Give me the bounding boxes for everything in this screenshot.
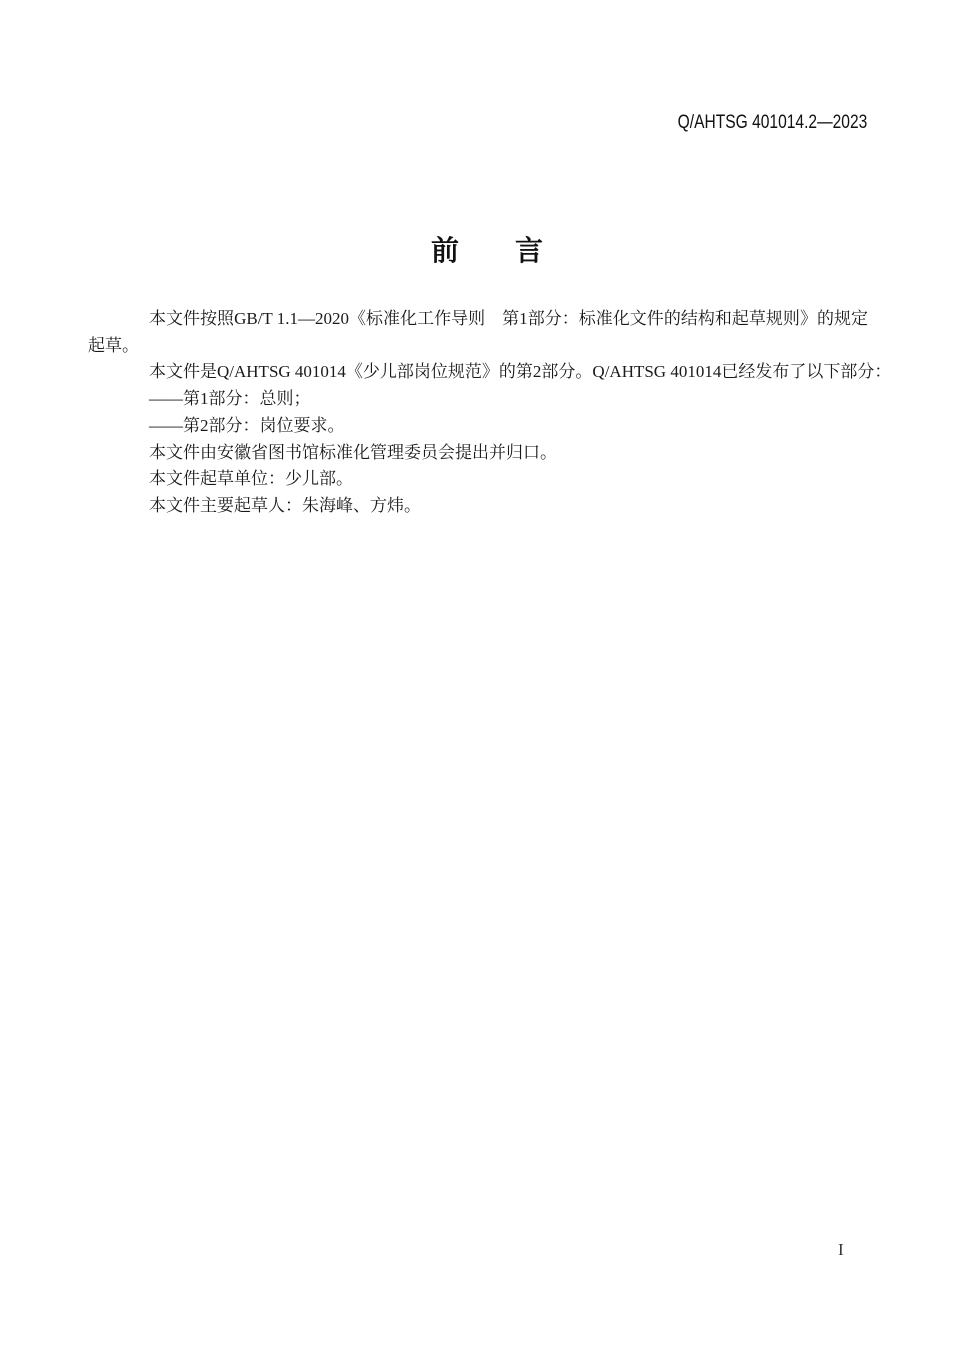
foreword-paragraph-drafting-unit: 本文件起草单位：少儿部。	[149, 469, 353, 489]
foreword-body	[88, 306, 892, 520]
foreword-part-item-1: ——第1部分：总则；	[149, 389, 311, 409]
document-header	[636, 112, 867, 134]
foreword-paragraph-issuer: 本文件由安徽省图书馆标准化管理委员会提出并归口。	[149, 442, 557, 462]
foreword-part-item-2: ——第2部分：岗位要求。	[149, 415, 345, 435]
page-title: 前 言	[430, 235, 543, 266]
foreword-paragraph-basis: 本文件按照GB/T 1.1—2020《标准化工作导则 第1部分：标准化文件的结构和起草规则》的规定起草。	[88, 309, 868, 355]
page-number: I	[838, 1240, 844, 1259]
foreword-paragraph-series: 本文件是Q/AHTSG 401014《少儿部岗位规范》的第2部分。Q/AHTSG 401014已经发布了以下部分：	[149, 362, 892, 382]
foreword-paragraph-drafters: 本文件主要起草人：朱海峰、方炜。	[149, 495, 421, 515]
doc-number: Q/AHTSG 401014.2—2023	[677, 112, 867, 133]
